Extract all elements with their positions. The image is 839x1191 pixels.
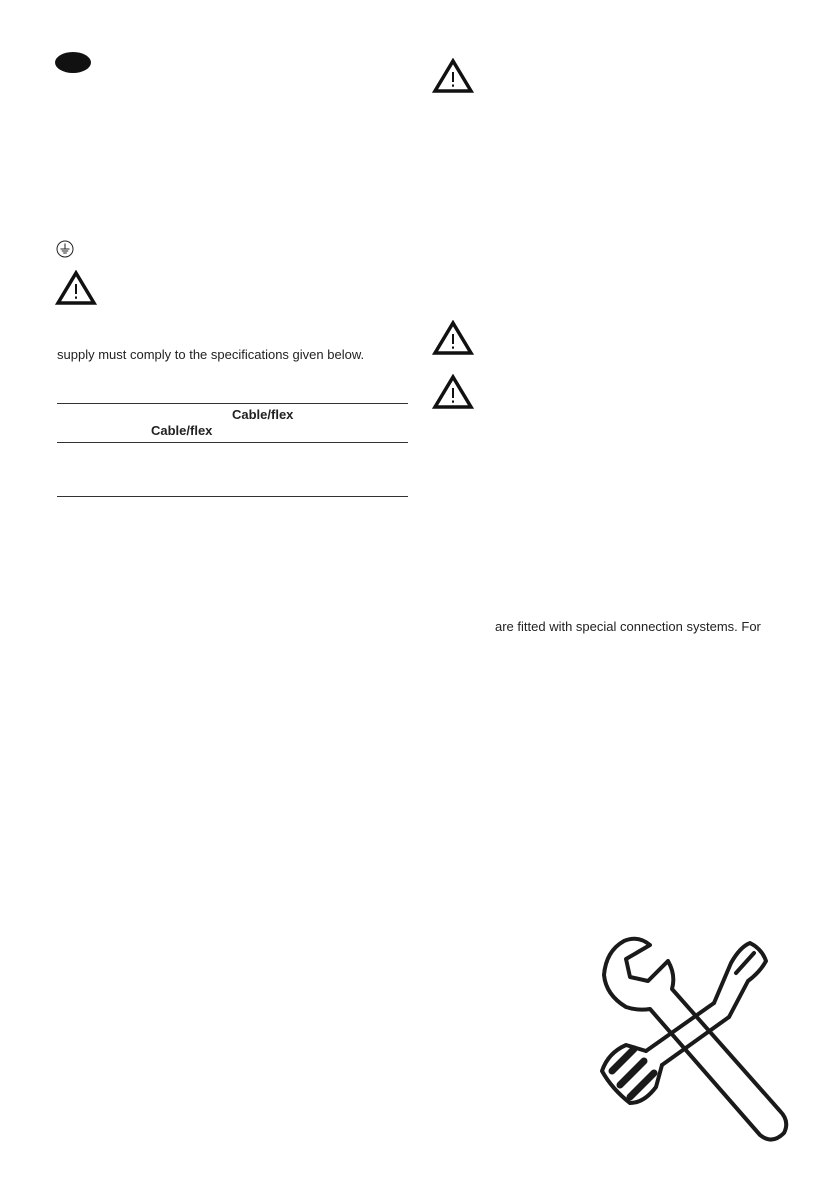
warning-triangle-icon <box>432 58 474 94</box>
table-header-rule <box>57 442 408 443</box>
language-badge <box>55 52 91 73</box>
warning-triangle-icon <box>55 270 97 306</box>
protective-earth-icon <box>56 240 74 258</box>
warning-triangle-icon <box>432 374 474 410</box>
table-header-cable-flex-2: Cable/flex <box>151 423 213 438</box>
table-bottom-rule <box>57 496 408 497</box>
wrench-screwdriver-icon <box>590 925 795 1150</box>
table-top-rule <box>57 403 408 404</box>
supply-specification-text: supply must comply to the specifications given below. <box>57 347 365 362</box>
warning-triangle-icon <box>432 320 474 356</box>
connection-systems-text: are fitted with special connection systems. For <box>495 619 761 634</box>
table-header-cable-flex-1: Cable/flex <box>232 407 294 422</box>
